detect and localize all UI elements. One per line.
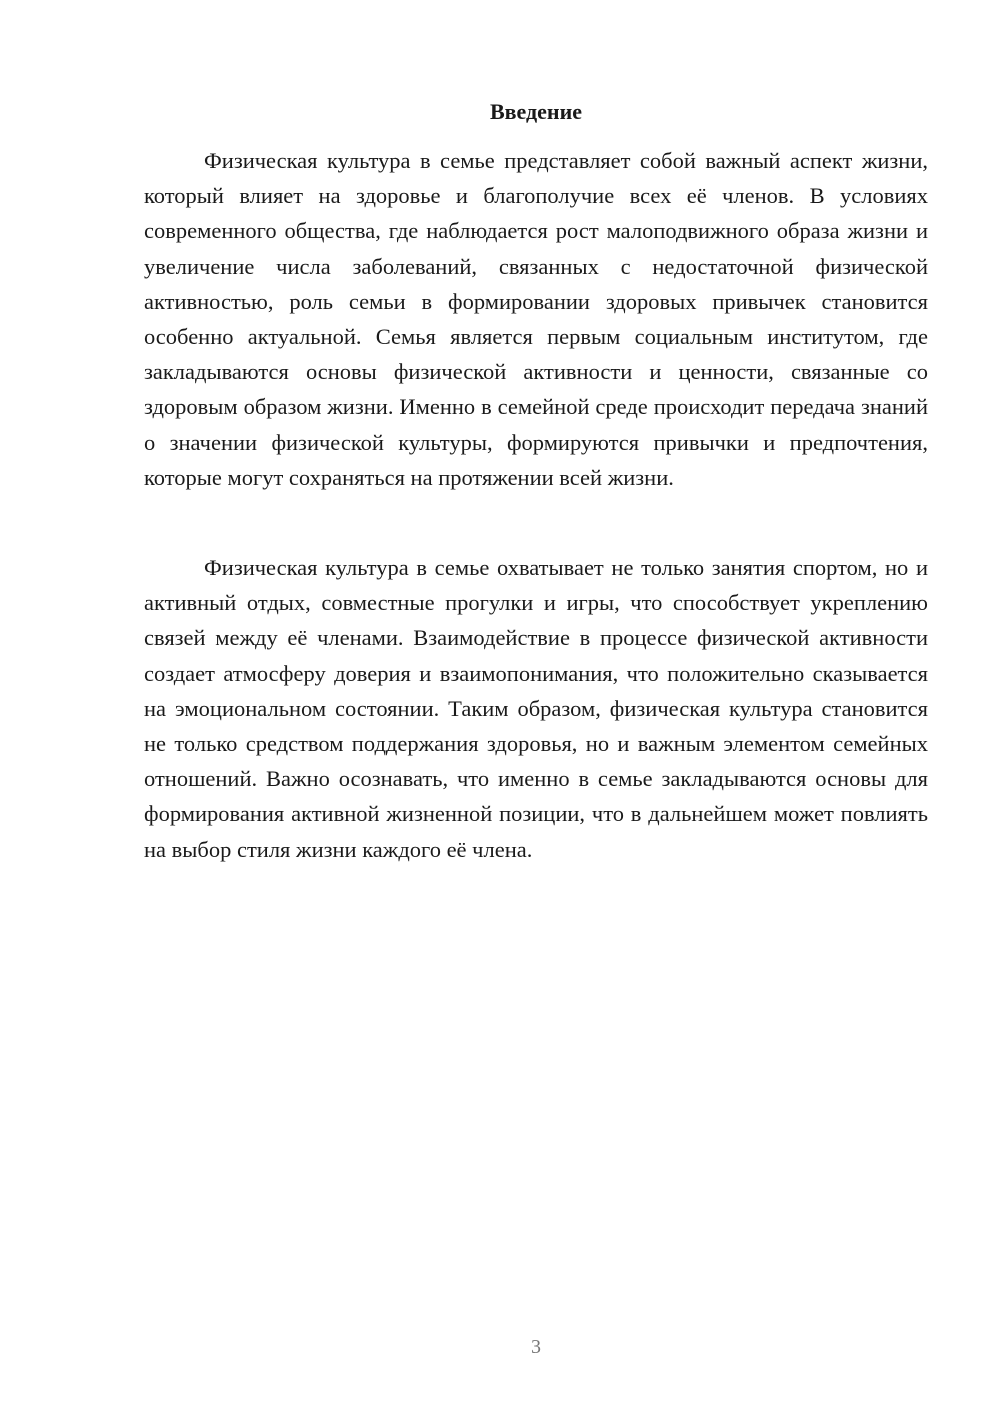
- section-title: Введение: [489, 99, 583, 124]
- paragraph: Физическая культура в семье охватывает не только занятия спортом, но и активный отдых, совместные прогулки и игры, что способствует укреплению связей между её членами. Взаимодействие в процессе физической активности создает атмосферу доверия и взаимопонимания, что положительно сказывается на эмоциональном состоянии. Таким образом, физическая культура становится не только средством поддержания здоровья, но и важным элементом семейных отношений. Важно осознавать, что именно в семье закладываются основы для формирования активной жизненной позиции, что в дальнейшем может повлиять на выбор стиля жизни каждого её члена.: [144, 555, 928, 862]
- document-page: [144, 0, 928, 1414]
- page-number: 3: [531, 1336, 541, 1358]
- paragraph: Физическая культура в семье представляет собой важный аспект жизни, который влияет на здоровье и благополучие всех её членов. В условиях современного общества, где наблюдается рост малоподвижного образа жизни и увеличение числа заболеваний, связанных с недостаточной физической активностью, роль семьи в формировании здоровых привычек становится особенно актуальной. Семья является первым социальным институтом, где закладываются основы физической активности и ценности, связанные со здоровым образом жизни. Именно в семейной среде происходит передача знаний о значении физической культуры, формируются привычки и предпочтения, которые могут сохраняться на протяжении всей жизни.: [144, 148, 928, 490]
